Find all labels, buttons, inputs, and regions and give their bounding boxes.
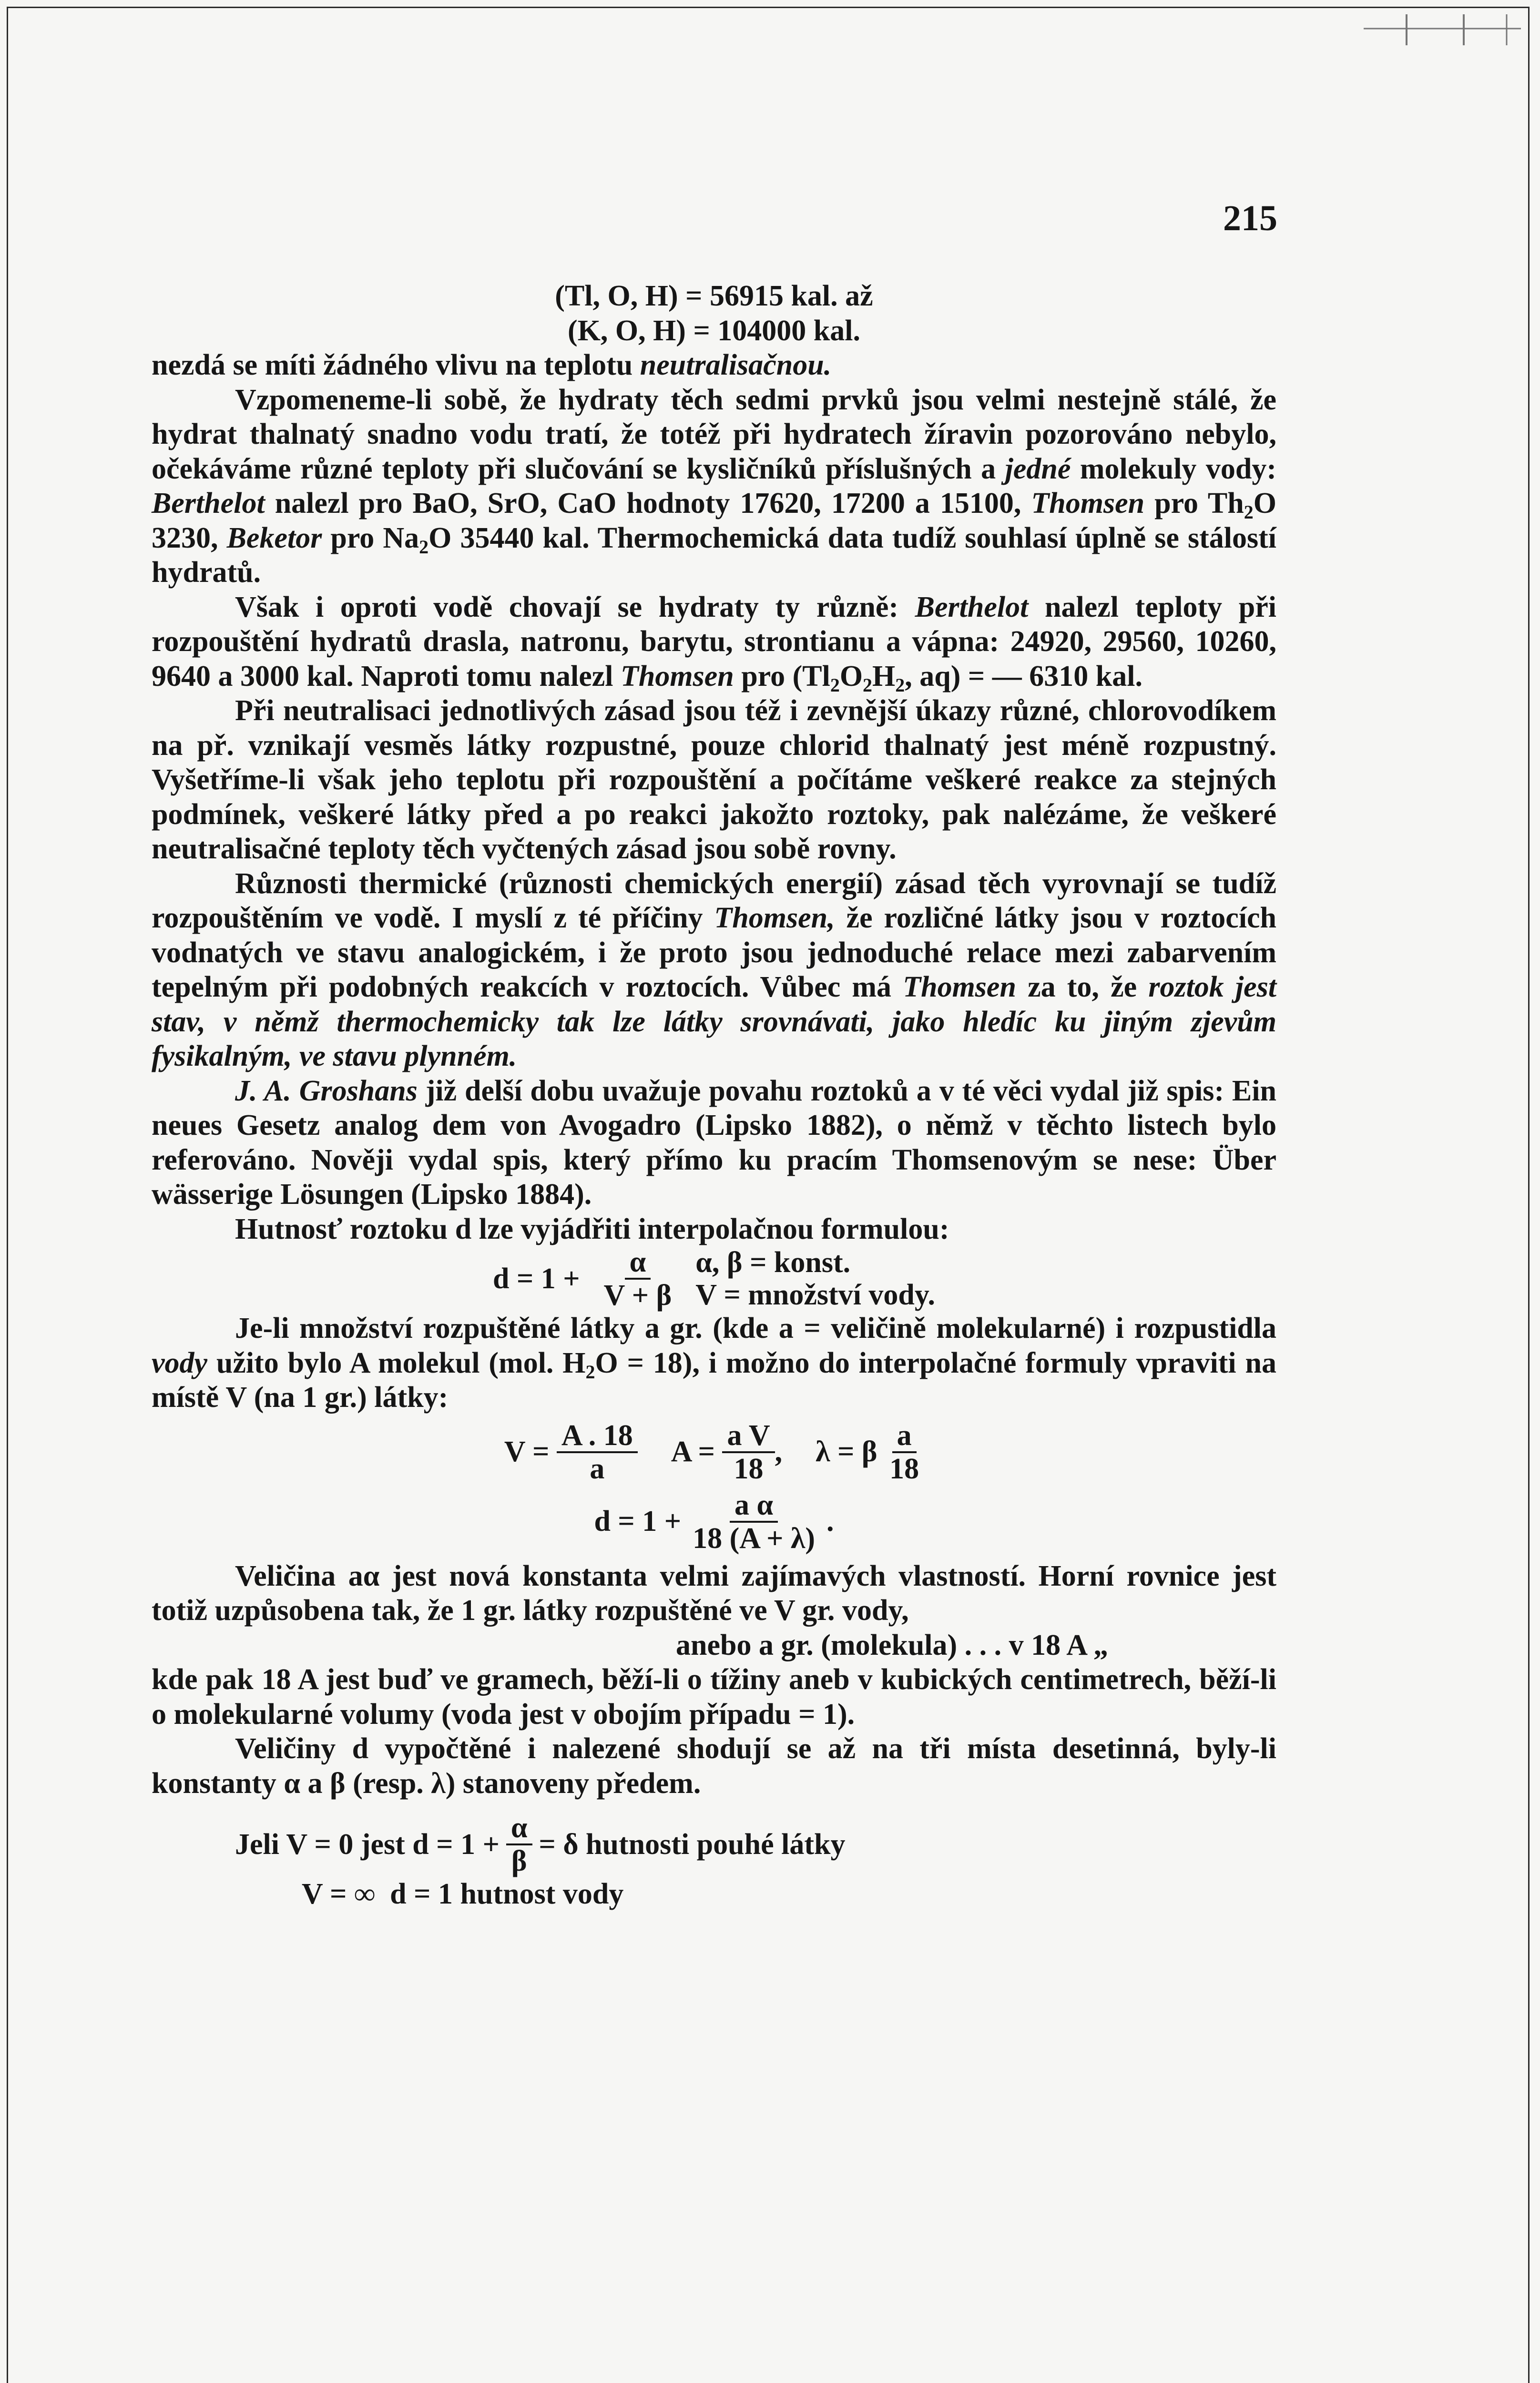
paragraph-9: Veličiny d vypočtěné i nalezené shodují se až na tři místa desetinná, byly-li konstanty α a β (resp. λ) stanoveny předem.	[152, 1732, 1276, 1800]
formula-density: d = 1 + $\frac{\alpha}{V + \beta}$ α, β = konst. V = množství vody.	[493, 1246, 935, 1312]
formula-k: (K, O, H) = 104000 kal.	[567, 314, 860, 347]
paragraph-8-line2: anebo a gr. (molekula) . . . v 18 A „	[676, 1629, 1109, 1661]
formula-d: d = 1 + $\frac{\text{a α}}{18 (A + \lambda)}$ .	[594, 1488, 834, 1555]
corner-ruler-marks	[1364, 10, 1521, 48]
paragraph-7: Je-li množství rozpuštěné látky a gr. (kde a = veličině molekularné) i rozpustidla vody užito bylo A molekul (mol. $H_2O = 18$), i možno do interpolačné formuly vpraviti na místě V (na 1 gr.) látky:	[152, 1312, 1276, 1414]
paragraph-6: Hutnosť roztoku d lze vyjádřiti interpolačnou formulou:	[235, 1212, 949, 1245]
paragraph-4: Různosti thermické (různosti chemických energií) zásad těch vyrovnají se tudíž rozpouštěním ve vodě. I myslí z té příčiny Thomsen, že rozličné látky jsou v roztocích vodnatých ve stavu analogickém, i že proto jsou jednoduché relace mezi zabarvením tepelným při podobných reakcích v roztocích. Vůbec má Thomsen za to, že roztok jest stav, v němž thermochemicky tak lze látky srovnávati, jako hledíc ku jiným zjevům fysikalným, ve stavu plynném.	[152, 867, 1277, 1072]
formula-v-zero: Jeli V = 0 jest d = 1 + $\frac{\alpha}{\beta}$ = δ hutnosti pouhé látky	[235, 1812, 846, 1877]
paragraph-1: Vzpomeneme-li sobě, že hydraty těch sedmi prvků jsou velmi nestejně stálé, že hydrat thalnatý snadno vodu tratí, že totéž při hydratech žíravin pozorováno nebylo, očekáváme různé teploty při slučování se kysličníků příslušných a jedné molekuly vody: Berthelot nalezl pro BaO, SrO, CaO hodnoty 17620, 17200 a 15100, Thomsen pro $Th_2O$ 3230, Beketor pro $Na_2O$ 35440 kal. Thermochemická data tudíž souhlasí úplně se stálostí hydratů.	[152, 383, 1277, 589]
page-number: 215	[1223, 198, 1277, 238]
paragraph-3: Při neutralisaci jednotlivých zásad jsou též i zevnější úkazy různé, chlorovodíkem na př. vznikají vesměs látky rozpustné, pouze chlorid thalnatý jest méně rozpustný. Vyšetříme-li však jeho teplotu při rozpouštění a počítáme veškeré reakce za stejných podmínek, veškeré látky před a po reakci jakožto roztoky, pak nalézáme, že veškeré neutralisačné teploty těch vyčtených zásad jsou sobě rovny.	[152, 694, 1276, 865]
paragraph-8: Veličina aα jest nová konstanta velmi zajímavých vlastností. Horní rovnice jest totiž uzpůsobena tak, že 1 gr. látky rozpuštěné ve V gr. vody,	[152, 1559, 1276, 1627]
paragraph-5: J. A. Groshans již delší dobu uvažuje povahu roztoků a v té věci vydal již spis: Ein neues Gesetz analog dem von Avogadro (Lipsko 1882), o němž v těchto listech bylo referováno. Nověji vydal spis, který přímo ku pracím Thomsenovým se nese: Über wässerige Lösungen (Lipsko 1884).	[152, 1074, 1276, 1211]
formula-v-a-lambda: V = $\frac{A . 18}{a}$ A = $\frac{\text{a V}}{18}$ , λ = β $\frac{a}{18}$	[504, 1419, 919, 1485]
page-body	[152, 279, 1276, 1912]
formula-tl: (Tl, O, H) = 56915 kal. až	[555, 280, 873, 312]
paragraph-2: Však i oproti vodě chovají se hydraty ty různě: Berthelot nalezl teploty při rozpouštění hydratů drasla, natronu, barytu, strontianu a vápna: 24920, 29560, 10260, 9640 a 3000 kal. Naproti tomu nalezl Thomsen pro ($Tl_2O_2H_2$, aq) = — 6310 kal.	[152, 591, 1277, 696]
paragraph-0: nezdá se míti žádného vlivu na teplotu neutralisačnou.	[152, 349, 832, 381]
formula-v-infinity: V = ∞ d = 1 hutnost vody	[302, 1878, 624, 1910]
paragraph-8-cont: kde pak 18 A jest buď ve gramech, běží-li o tížiny aneb v kubických centimetrech, běží-li o molekularné volumy (voda jest v obojím případu = 1).	[152, 1663, 1276, 1731]
